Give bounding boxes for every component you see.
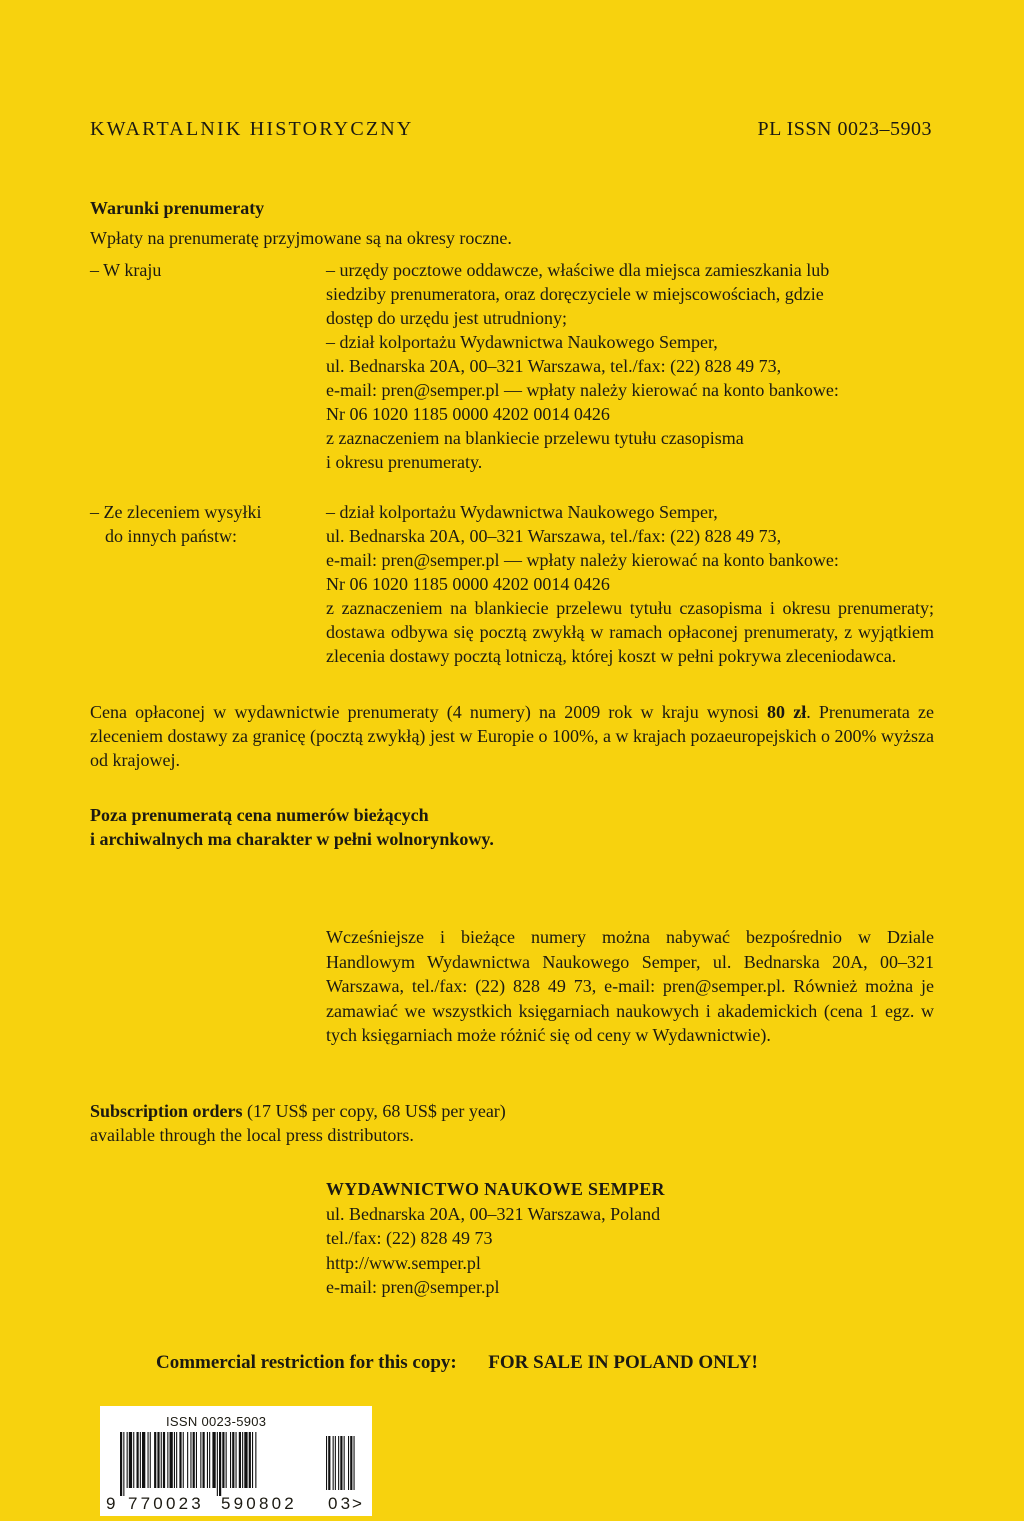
price-paragraph — [90, 700, 934, 772]
barcode-bar — [219, 1432, 221, 1496]
journal-title: KWARTALNIK HISTORYCZNY — [90, 118, 414, 140]
barcode-bar — [170, 1432, 173, 1488]
barcode-bar — [137, 1432, 139, 1488]
subscription-orders-bold: Subscription orders — [90, 1101, 243, 1121]
barcode-bar — [230, 1432, 231, 1488]
barcode-digit-first: 9 — [106, 1494, 119, 1513]
subscription-orders-line2: available through the local press distributors. — [90, 1125, 414, 1145]
barcode-bar — [179, 1432, 181, 1488]
foreign-label-line1: – Ze zleceniem wysyłki — [90, 502, 262, 522]
domestic-line: – urzędy pocztowe oddawcze, właściwe dla miejsca zamieszkania lub — [326, 260, 830, 280]
domestic-line: i okresu prenumeraty. — [326, 452, 483, 472]
subscription-heading: Warunki prenumeraty — [90, 198, 265, 218]
barcode-bar — [239, 1432, 241, 1488]
barcode-bar — [244, 1432, 247, 1488]
barcode-bar — [222, 1432, 224, 1488]
barcode-bar — [255, 1432, 256, 1488]
barcode-bar — [154, 1432, 156, 1488]
barcode-bar — [123, 1432, 124, 1496]
foreign-line: Nr 06 1020 1185 0000 4202 0014 0426 — [326, 574, 610, 594]
barcode-bar — [176, 1432, 177, 1488]
barcode-bar — [167, 1432, 168, 1488]
foreign-line: – dział kolportażu Wydawnictwa Naukowego Semper, — [326, 502, 718, 522]
barcode-bar — [187, 1432, 188, 1488]
foreign-line: e-mail: pren@semper.pl — wpłaty należy kierować na konto bankowe: — [326, 550, 839, 570]
barcode-bar — [335, 1436, 336, 1490]
barcode-bar — [148, 1432, 149, 1488]
barcode-addon: 03 — [328, 1494, 354, 1513]
barcode — [100, 1406, 372, 1516]
subscription-orders — [90, 1099, 506, 1147]
barcode-bar — [340, 1436, 342, 1490]
barcode-bar — [193, 1432, 195, 1488]
notice-line2: i archiwalnych ma charakter w pełni wolnorynkowy. — [90, 829, 494, 849]
subscription-intro: Wpłaty na prenumeratę przyjmowane są na okresy roczne. — [90, 228, 512, 248]
publisher-address: ul. Bednarska 20A, 00–321 Warszawa, Poland — [326, 1203, 661, 1224]
barcode-bar — [226, 1432, 227, 1488]
barcode-bar — [207, 1432, 208, 1488]
barcode-bar — [133, 1432, 134, 1488]
domestic-line: siedziby prenumeratora, oraz doręczyciele w miejscowościach, gdzie — [326, 284, 824, 304]
foreign-line: ul. Bednarska 20A, 00–321 Warszawa, tel./fax: (22) 828 49 73, — [326, 526, 782, 546]
barcode-bar — [212, 1432, 215, 1488]
domestic-line: ul. Bednarska 20A, 00–321 Warszawa, tel./fax: (22) 828 49 73, — [326, 356, 782, 376]
issn-header: PL ISSN 0023–5903 — [757, 118, 932, 140]
price-amount: 80 zł — [767, 702, 807, 722]
back-issues-paragraph — [326, 925, 934, 1048]
barcode-bar — [326, 1436, 327, 1490]
barcode-bar — [190, 1432, 191, 1488]
back-issues-text: Wcześniejsze i bieżące numery można nabywać bezpośrednio w Dziale Handlowym Wydawnictwa Naukowego Semper, ul. Bednarska 20A, 00–321 Warszawa, tel./fax: (22) 828 49 73, e-mail: pren@semper.pl. Również można je zamawiać we wszystkich księgarniach naukowych i akademickich (cena 1 egz. w tych księgarniach może różnić się od ceny w Wydawnictwie). — [326, 927, 934, 1045]
price-text-after: . Prenumerata ze zleceniem dostawy za granicę (pocztą zwykłą) jest w Europie o 100%, a w krajach pozaeuropejskich o 200% wyższa od krajowej. — [90, 702, 934, 770]
barcode-bar — [174, 1432, 175, 1488]
barcode-bar — [163, 1432, 165, 1488]
barcode-bar — [161, 1432, 162, 1488]
barcode-bar — [140, 1432, 141, 1488]
barcode-digits-left: 770023 — [128, 1494, 204, 1513]
domestic-block — [326, 258, 934, 474]
barcode-bar — [157, 1432, 159, 1488]
barcode-bar — [196, 1432, 197, 1488]
barcode-bar — [129, 1432, 132, 1488]
barcode-bar — [120, 1432, 122, 1496]
barcode-bar — [203, 1432, 205, 1488]
barcode-bar — [232, 1432, 234, 1488]
barcode-bar — [217, 1432, 218, 1496]
barcode-bar — [183, 1432, 184, 1488]
barcode-addon-arrow: > — [352, 1494, 366, 1513]
restriction-label: Commercial restriction for this copy: — [156, 1352, 457, 1373]
foreign-paragraph: z zaznaczeniem na blankiecie przelewu tytułu czasopisma i okresu prenumeraty; dostawa odbywa się pocztą zwykłą w ramach opłaconej prenumeraty, z wyjątkiem zlecenia dostawy pocztą lotniczą, której koszt w pełni pokrywa zleceniodawca. — [326, 598, 934, 666]
barcode-bar — [150, 1432, 151, 1488]
free-market-notice — [90, 803, 494, 851]
foreign-label-line2: do innych państw: — [105, 526, 237, 546]
barcode-bar — [127, 1432, 128, 1488]
barcode-bar — [142, 1432, 145, 1488]
publisher-email: e-mail: pren@semper.pl — [326, 1277, 500, 1297]
price-text-before: Cena opłaconej w wydawnictwie prenumeraty (4 numery) na 2009 rok w kraju wynosi — [90, 702, 768, 722]
barcode-bar — [209, 1432, 210, 1488]
barcode-bar — [200, 1432, 201, 1488]
barcode-bar — [348, 1436, 349, 1490]
barcode-issn-label: ISSN 0023-5903 — [166, 1414, 267, 1429]
publisher-block — [326, 1177, 665, 1300]
barcode-bar — [242, 1432, 243, 1488]
barcode-bar — [328, 1436, 330, 1490]
barcode-bar — [338, 1436, 339, 1490]
commercial-restriction — [156, 1352, 758, 1374]
barcode-bar — [249, 1432, 251, 1488]
publisher-web: http://www.semper.pl — [326, 1252, 481, 1273]
barcode-bar — [350, 1436, 352, 1490]
barcode-bar — [333, 1436, 334, 1490]
barcode-bar — [252, 1432, 253, 1488]
restriction-value: FOR SALE IN POLAND ONLY! — [488, 1352, 758, 1373]
publisher-phone: tel./fax: (22) 828 49 73 — [326, 1228, 493, 1248]
foreign-block — [326, 500, 934, 668]
domestic-line: z zaznaczeniem na blankiecie przelewu tytułu czasopisma — [326, 428, 744, 448]
domestic-label: – W kraju — [90, 260, 162, 280]
publisher-name: WYDAWNICTWO NAUKOWE SEMPER — [326, 1179, 665, 1199]
barcode-bar — [344, 1436, 345, 1490]
barcode-bar — [236, 1432, 237, 1488]
domestic-line: – dział kolportażu Wydawnictwa Naukowego Semper, — [326, 332, 718, 352]
barcode-digits-right: 590802 — [221, 1494, 297, 1513]
subscription-orders-rest: (17 US$ per copy, 68 US$ per year) — [242, 1101, 506, 1121]
barcode-bar — [354, 1436, 355, 1490]
domestic-line: Nr 06 1020 1185 0000 4202 0014 0426 — [326, 404, 610, 424]
domestic-line: dostęp do urzędu jest utrudniony; — [326, 308, 567, 328]
notice-line1: Poza prenumeratą cena numerów bieżących — [90, 805, 429, 825]
domestic-line: e-mail: pren@semper.pl — wpłaty należy kierować na konto bankowe: — [326, 380, 839, 400]
